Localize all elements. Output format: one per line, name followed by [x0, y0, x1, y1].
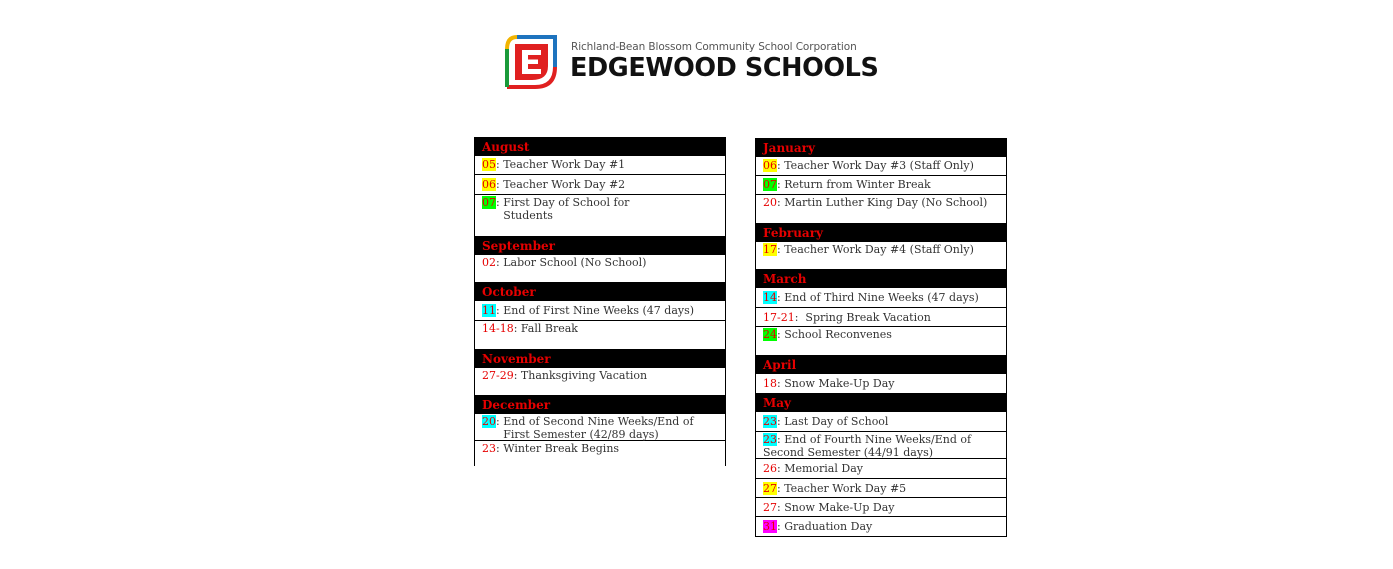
- calendar-right-column: [755, 138, 1007, 537]
- event-date: 02: [482, 256, 496, 269]
- event-row: 17-21 : Spring Break Vacation: [756, 308, 1006, 327]
- school-logo: [505, 33, 905, 91]
- event-text: Memorial Day: [784, 462, 863, 475]
- event-text: Spring Break Vacation: [801, 311, 931, 324]
- event-text: First Day of School for Students: [503, 196, 630, 222]
- event-text: Graduation Day: [784, 520, 873, 533]
- month-header-may: May: [756, 393, 1006, 412]
- event-row: 07 : Return from Winter Break: [756, 176, 1006, 195]
- event-text: Labor School (No School): [503, 256, 647, 269]
- event-text: Teacher Work Day #5: [784, 482, 907, 495]
- event-date: 27-29: [482, 369, 514, 382]
- event-date: 23: [763, 415, 777, 428]
- month-header-october: October: [475, 282, 725, 301]
- event-row: 07 : First Day of School for Students: [475, 195, 725, 236]
- event-row: 23: End of Fourth Nine Weeks/End of Second Semester (44/91 days): [756, 432, 1006, 459]
- event-text: Fall Break: [520, 322, 578, 335]
- event-row: 18 : Snow Make-Up Day: [763, 377, 895, 390]
- edgewood-logo-icon: [505, 35, 559, 89]
- event-date: 24: [763, 328, 777, 341]
- event-text: Return from Winter Break: [784, 178, 931, 191]
- event-date: 27: [763, 501, 777, 514]
- month-header-september: September: [475, 236, 725, 255]
- event-text: End of Fourth Nine Weeks/End of Second Semester (44/91 days): [763, 433, 975, 459]
- event-row: 27 : Snow Make-Up Day: [756, 498, 1006, 517]
- event-date: 20: [482, 415, 496, 428]
- event-text: End of Third Nine Weeks (47 days): [784, 291, 979, 304]
- event-date: 27: [763, 482, 777, 495]
- calendar-left-column: [474, 137, 726, 466]
- event-date: 18: [763, 377, 777, 390]
- event-row: 26 : Memorial Day: [756, 459, 1006, 479]
- event-date: 06: [482, 178, 496, 191]
- event-row: 24 : School Reconvenes: [763, 328, 892, 341]
- event-row: 05 : Teacher Work Day #1: [475, 156, 725, 175]
- event-text: Teacher Work Day #2: [503, 178, 626, 191]
- event-text: Winter Break Begins: [503, 442, 620, 455]
- school-name: EDGEWOOD SCHOOLS: [570, 53, 879, 83]
- month-header-november: November: [475, 349, 725, 368]
- event-date: 23: [763, 433, 777, 446]
- event-date: 26: [763, 462, 777, 475]
- event-row: 27 : Teacher Work Day #5: [756, 479, 1006, 498]
- event-text: Teacher Work Day #1: [503, 158, 626, 171]
- event-row: 02 : Labor School (No School): [482, 256, 647, 269]
- month-header-february: February: [756, 223, 1006, 242]
- event-date: 17: [763, 243, 777, 256]
- event-row: 11 : End of First Nine Weeks (47 days): [475, 301, 725, 321]
- event-date: 06: [763, 159, 777, 172]
- event-date: 31: [763, 520, 777, 533]
- event-row: 20 : Martin Luther King Day (No School): [763, 196, 988, 209]
- event-row: 14-18 : Fall Break: [482, 322, 578, 335]
- event-date: 17-21: [763, 311, 795, 324]
- event-text: Thanksgiving Vacation: [520, 369, 648, 382]
- event-text: End of Second Nine Weeks/End of First Semester (42/89 days): [503, 415, 694, 441]
- event-text: Teacher Work Day #3 (Staff Only): [784, 159, 974, 172]
- event-text: Teacher Work Day #4 (Staff Only): [784, 243, 974, 256]
- event-text: Snow Make-Up Day: [784, 501, 895, 514]
- month-header-march: March: [756, 269, 1006, 288]
- month-header-january: January: [756, 138, 1006, 157]
- event-date: 05: [482, 158, 496, 171]
- corporation-name: Richland-Bean Blossom Community School Corporation: [571, 41, 857, 53]
- event-date: 20: [763, 196, 777, 209]
- event-text: Martin Luther King Day (No School): [784, 196, 988, 209]
- event-row: 31 : Graduation Day: [763, 520, 873, 533]
- event-row: 23 : Winter Break Begins: [482, 442, 620, 455]
- event-text: End of First Nine Weeks (47 days): [503, 304, 695, 317]
- event-row: 23 : Last Day of School: [756, 412, 1006, 432]
- event-text: Last Day of School: [784, 415, 889, 428]
- event-date: 23: [482, 442, 496, 455]
- event-row: 06 : Teacher Work Day #3 (Staff Only): [756, 157, 1006, 176]
- event-date: 07: [763, 178, 777, 191]
- event-row: 27-29 : Thanksgiving Vacation: [482, 369, 648, 382]
- event-row: 20 : End of Second Nine Weeks/End of First Semester (42/89 days): [475, 414, 725, 441]
- event-date: 11: [482, 304, 496, 317]
- event-text: Snow Make-Up Day: [784, 377, 895, 390]
- event-date: 14-18: [482, 322, 514, 335]
- month-header-august: August: [475, 137, 725, 156]
- month-header-december: December: [475, 395, 725, 414]
- event-row: 14 : End of Third Nine Weeks (47 days): [756, 288, 1006, 308]
- month-header-april: April: [756, 355, 1006, 374]
- event-date: 14: [763, 291, 777, 304]
- event-date: 07: [482, 196, 496, 209]
- event-row: 06 : Teacher Work Day #2: [475, 175, 725, 195]
- event-text: School Reconvenes: [784, 328, 892, 341]
- event-row: 17 : Teacher Work Day #4 (Staff Only): [763, 243, 974, 256]
